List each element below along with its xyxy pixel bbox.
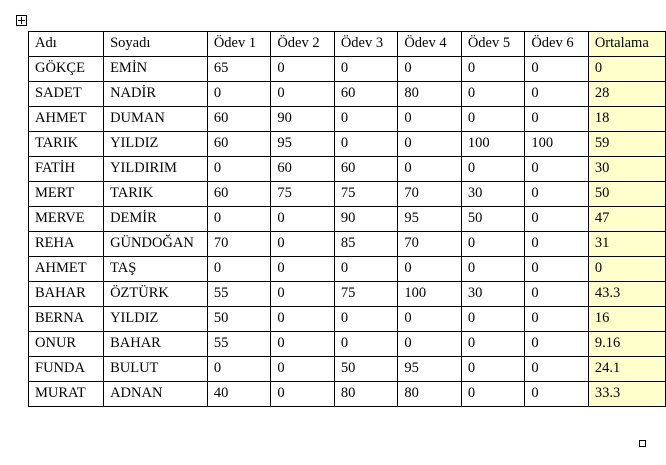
table-row[interactable] [29,157,666,182]
cell-odev-3[interactable]: 60 [334,82,398,107]
cell-soyad[interactable]: BULUT [104,357,208,382]
cell-odev-6[interactable]: 0 [525,282,589,307]
cell-soyad[interactable]: ÖZTÜRK [104,282,208,307]
cell-soyad[interactable]: TARIK [104,182,208,207]
cell-soyad[interactable]: YILDIRIM [104,157,208,182]
table-move-handle-icon[interactable] [16,15,27,26]
cell-odev-5[interactable]: 0 [461,82,525,107]
table-row[interactable] [29,357,666,382]
cell-odev-3[interactable]: 85 [334,232,398,257]
cell-odev-1[interactable]: 70 [207,232,271,257]
table-resize-handle-icon[interactable] [639,440,646,447]
cell-ortalama[interactable]: 0 [588,257,665,282]
cell-odev-6[interactable]: 0 [525,382,589,407]
cell-odev-4[interactable]: 0 [398,307,462,332]
cell-odev-1[interactable]: 50 [207,307,271,332]
cell-odev-2[interactable]: 0 [271,57,335,82]
cell-soyad[interactable]: ADNAN [104,382,208,407]
cell-ad[interactable]: BAHAR [29,282,104,307]
cell-ad[interactable]: REHA [29,232,104,257]
cell-odev-1[interactable]: 60 [207,182,271,207]
table-body [29,57,666,407]
cell-ortalama[interactable]: 30 [588,157,665,182]
column-header-ad[interactable]: Adı [29,32,104,57]
cell-odev-6[interactable]: 0 [525,182,589,207]
cell-odev-3[interactable]: 0 [334,257,398,282]
table-row[interactable] [29,382,666,407]
column-header-soyad[interactable]: Soyadı [104,32,208,57]
table-row[interactable] [29,107,666,132]
cell-odev-5[interactable]: 100 [461,132,525,157]
table-row[interactable] [29,82,666,107]
cell-odev-3[interactable]: 80 [334,382,398,407]
cell-odev-4[interactable]: 70 [398,232,462,257]
cell-odev-2[interactable]: 0 [271,307,335,332]
cell-soyad[interactable]: TAŞ [104,257,208,282]
cell-soyad[interactable]: DEMİR [104,207,208,232]
table-row[interactable] [29,232,666,257]
cell-odev-1[interactable]: 40 [207,382,271,407]
cell-soyad[interactable]: YILDIZ [104,307,208,332]
cell-odev-2[interactable]: 0 [271,257,335,282]
cell-odev-2[interactable]: 75 [271,182,335,207]
cell-ad[interactable]: MURAT [29,382,104,407]
cell-ad[interactable]: ONUR [29,332,104,357]
cell-ortalama[interactable]: 31 [588,232,665,257]
grades-table[interactable] [28,31,666,407]
cell-ad[interactable]: FUNDA [29,357,104,382]
cell-odev-3[interactable]: 75 [334,282,398,307]
cell-odev-2[interactable]: 0 [271,332,335,357]
table-row[interactable] [29,132,666,157]
cell-odev-3[interactable]: 0 [334,132,398,157]
cell-ad[interactable]: SADET [29,82,104,107]
cell-ad[interactable]: MERVE [29,207,104,232]
cell-odev-5[interactable]: 30 [461,282,525,307]
cell-ortalama[interactable]: 16 [588,307,665,332]
cell-odev-5[interactable]: 0 [461,107,525,132]
cell-ortalama[interactable]: 43.3 [588,282,665,307]
column-header-ortalama[interactable]: Ortalama [588,32,665,57]
column-header-odev-6[interactable]: Ödev 6 [525,32,589,57]
cell-ad[interactable]: FATİH [29,157,104,182]
cell-ad[interactable]: BERNA [29,307,104,332]
cell-odev-4[interactable]: 80 [398,82,462,107]
cell-odev-1[interactable]: 0 [207,157,271,182]
cell-soyad[interactable]: NADİR [104,82,208,107]
cell-odev-4[interactable]: 0 [398,57,462,82]
table-row[interactable] [29,257,666,282]
cell-odev-2[interactable]: 0 [271,282,335,307]
cell-odev-5[interactable]: 0 [461,257,525,282]
cell-odev-4[interactable]: 0 [398,132,462,157]
cell-odev-1[interactable]: 0 [207,357,271,382]
cell-ad[interactable]: TARIK [29,132,104,157]
cell-odev-6[interactable]: 0 [525,232,589,257]
cell-odev-1[interactable]: 60 [207,107,271,132]
column-header-odev-3[interactable]: Ödev 3 [334,32,398,57]
cell-ortalama[interactable]: 28 [588,82,665,107]
cell-odev-1[interactable]: 65 [207,57,271,82]
cell-odev-4[interactable]: 100 [398,282,462,307]
cell-odev-3[interactable]: 50 [334,357,398,382]
cell-odev-3[interactable]: 75 [334,182,398,207]
cell-odev-2[interactable]: 0 [271,357,335,382]
cell-odev-6[interactable]: 100 [525,132,589,157]
table-row[interactable] [29,207,666,232]
cell-odev-4[interactable]: 0 [398,157,462,182]
cell-odev-5[interactable]: 0 [461,332,525,357]
cell-soyad[interactable]: DUMAN [104,107,208,132]
cell-odev-6[interactable]: 0 [525,257,589,282]
cell-soyad[interactable]: EMİN [104,57,208,82]
cell-odev-6[interactable]: 0 [525,332,589,357]
table-header-row [29,32,666,57]
table-row[interactable] [29,307,666,332]
cell-odev-4[interactable]: 0 [398,257,462,282]
cell-odev-5[interactable]: 0 [461,357,525,382]
cell-ad[interactable]: MERT [29,182,104,207]
cell-odev-5[interactable]: 50 [461,207,525,232]
cell-ortalama[interactable]: 59 [588,132,665,157]
cell-odev-1[interactable]: 0 [207,82,271,107]
cell-odev-3[interactable]: 0 [334,107,398,132]
cell-odev-1[interactable]: 55 [207,332,271,357]
cell-odev-6[interactable]: 0 [525,357,589,382]
cell-odev-5[interactable]: 0 [461,157,525,182]
cell-odev-3[interactable]: 90 [334,207,398,232]
cell-ortalama[interactable]: 50 [588,182,665,207]
cell-ad[interactable]: AHMET [29,257,104,282]
column-header-odev-2[interactable]: Ödev 2 [271,32,335,57]
cell-odev-6[interactable]: 0 [525,307,589,332]
cell-odev-3[interactable]: 60 [334,157,398,182]
column-header-odev-5[interactable]: Ödev 5 [461,32,525,57]
cell-odev-3[interactable]: 0 [334,332,398,357]
cell-odev-4[interactable]: 70 [398,182,462,207]
cell-odev-1[interactable]: 55 [207,282,271,307]
cell-odev-1[interactable]: 60 [207,132,271,157]
cell-odev-5[interactable]: 0 [461,57,525,82]
cell-odev-3[interactable]: 0 [334,57,398,82]
cell-odev-4[interactable]: 0 [398,332,462,357]
cell-odev-2[interactable]: 0 [271,82,335,107]
column-header-odev-1[interactable]: Ödev 1 [207,32,271,57]
cell-odev-2[interactable]: 90 [271,107,335,132]
cell-ad[interactable]: GÖKÇE [29,57,104,82]
cell-ortalama[interactable]: 0 [588,57,665,82]
cell-odev-6[interactable]: 0 [525,157,589,182]
cell-odev-1[interactable]: 0 [207,257,271,282]
cell-soyad[interactable]: YILDIZ [104,132,208,157]
cell-odev-2[interactable]: 0 [271,207,335,232]
cell-odev-6[interactable]: 0 [525,107,589,132]
cell-odev-6[interactable]: 0 [525,82,589,107]
table-row[interactable] [29,57,666,82]
cell-odev-5[interactable]: 30 [461,182,525,207]
cell-odev-2[interactable]: 0 [271,232,335,257]
cell-odev-4[interactable]: 95 [398,207,462,232]
cell-soyad[interactable]: GÜNDOĞAN [104,232,208,257]
cell-odev-5[interactable]: 0 [461,382,525,407]
cell-odev-4[interactable]: 0 [398,107,462,132]
cell-odev-4[interactable]: 95 [398,357,462,382]
cell-ortalama[interactable]: 33.3 [588,382,665,407]
cell-soyad[interactable]: BAHAR [104,332,208,357]
column-header-odev-4[interactable]: Ödev 4 [398,32,462,57]
cell-odev-6[interactable]: 0 [525,207,589,232]
cell-odev-6[interactable]: 0 [525,57,589,82]
cell-odev-1[interactable]: 0 [207,207,271,232]
cell-ortalama[interactable]: 24.1 [588,357,665,382]
table-row[interactable] [29,332,666,357]
cell-ortalama[interactable]: 9.16 [588,332,665,357]
cell-odev-4[interactable]: 80 [398,382,462,407]
cell-odev-5[interactable]: 0 [461,307,525,332]
cell-odev-5[interactable]: 0 [461,232,525,257]
table-row[interactable] [29,282,666,307]
cell-ortalama[interactable]: 18 [588,107,665,132]
cell-odev-2[interactable]: 0 [271,382,335,407]
cell-odev-2[interactable]: 60 [271,157,335,182]
cell-ortalama[interactable]: 47 [588,207,665,232]
cell-odev-3[interactable]: 0 [334,307,398,332]
cell-odev-2[interactable]: 95 [271,132,335,157]
table-row[interactable] [29,182,666,207]
cell-ad[interactable]: AHMET [29,107,104,132]
